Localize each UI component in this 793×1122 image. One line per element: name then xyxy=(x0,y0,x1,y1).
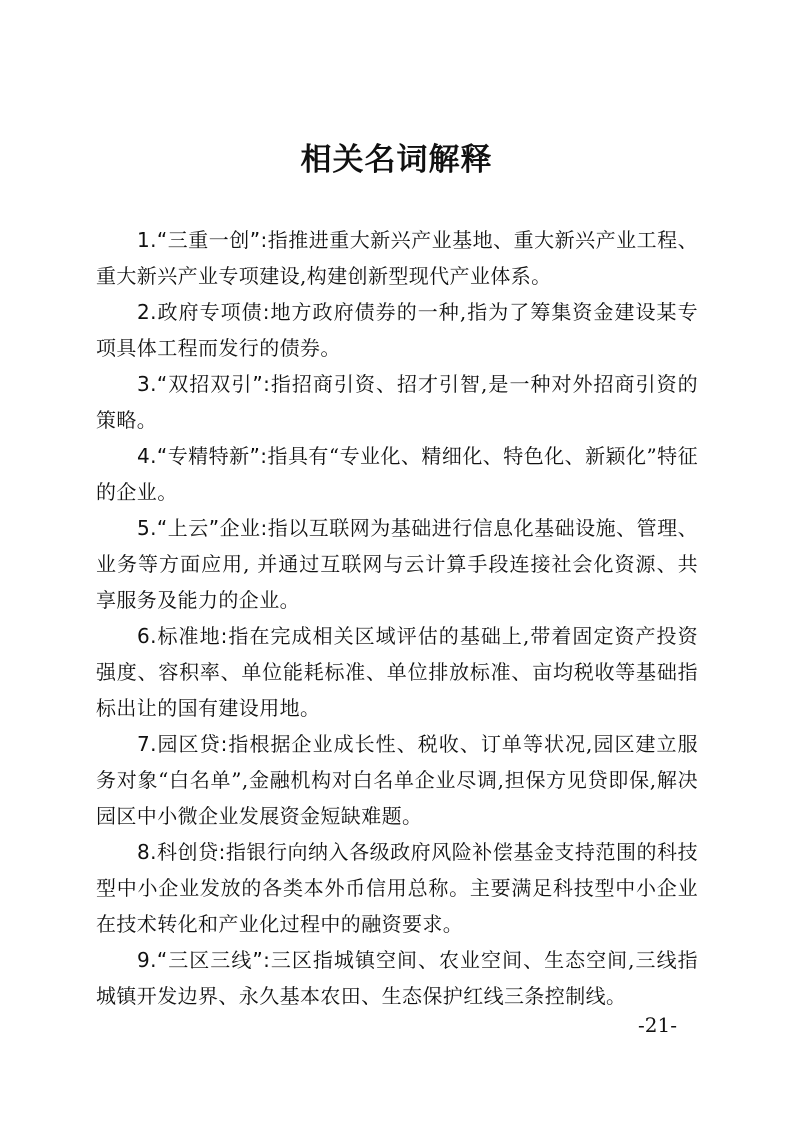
glossary-term: 6.标准地: xyxy=(137,624,228,648)
glossary-definition: 三区指城镇空间、农业空间、生态空间,三线指城镇开发边界、永久基本农田、生态保护红线三条控制线。 xyxy=(96,948,698,1008)
glossary-entry xyxy=(96,294,698,366)
glossary-term: 5.“上云”企业: xyxy=(137,516,268,540)
glossary-term: 2.政府专项债: xyxy=(137,300,270,324)
glossary-entry xyxy=(96,726,698,834)
glossary-definition: 指招商引资、招才引智,是一种对外招商引资的策略。 xyxy=(96,372,698,432)
glossary-definition: 指在完成相关区域评估的基础上,带着固定资产投资强度、容积率、单位能耗标准、单位排放标准、亩均税收等基础指标出让的国有建设用地。 xyxy=(96,624,698,720)
glossary-term: 9.“三区三线”: xyxy=(137,948,271,972)
glossary-entry xyxy=(96,438,698,510)
glossary-definition: 指根据企业成长性、税收、订单等状况,园区建立服务对象“白名单”,金融机构对白名单企业尽调,担保方见贷即保,解决园区中小微企业发展资金短缺难题。 xyxy=(96,732,698,828)
glossary-definition: 指推进重大新兴产业基地、重大新兴产业工程、重大新兴产业专项建设,构建创新型现代产业体系。 xyxy=(96,228,698,288)
glossary-definition: 指以互联网为基础进行信息化基础设施、管理、业务等方面应用, 并通过互联网与云计算手段连接社会化资源、共享服务及能力的企业。 xyxy=(96,516,698,612)
glossary-definition: 地方政府债券的一种,指为了筹集资金建设某专项具体工程而发行的债券。 xyxy=(96,300,698,360)
glossary-entry xyxy=(96,366,698,438)
glossary-entry xyxy=(96,942,698,1014)
glossary-term: 1.“三重一创”: xyxy=(137,228,268,252)
glossary-entry xyxy=(96,834,698,942)
glossary-term: 7.园区贷: xyxy=(137,732,228,756)
glossary-term: 4.“专精特新”: xyxy=(137,444,268,468)
glossary-definition: 指银行向纳入各级政府风险补偿基金支持范围的科技型中小企业发放的各类本外币信用总称。主要满足科技型中小企业在技术转化和产业化过程中的融资要求。 xyxy=(96,840,698,936)
glossary-entry xyxy=(96,618,698,726)
page-number: -21- xyxy=(638,1013,677,1037)
glossary-entry xyxy=(96,510,698,618)
glossary-term: 8.科创贷: xyxy=(137,840,226,864)
glossary-list xyxy=(96,222,698,1014)
glossary-definition: 指具有“专业化、精细化、特色化、新颖化”特征的企业。 xyxy=(96,444,699,504)
glossary-entry xyxy=(96,222,698,294)
page-title: 相关名词解释 xyxy=(300,142,493,178)
glossary-term: 3.“双招双引”: xyxy=(137,372,271,396)
